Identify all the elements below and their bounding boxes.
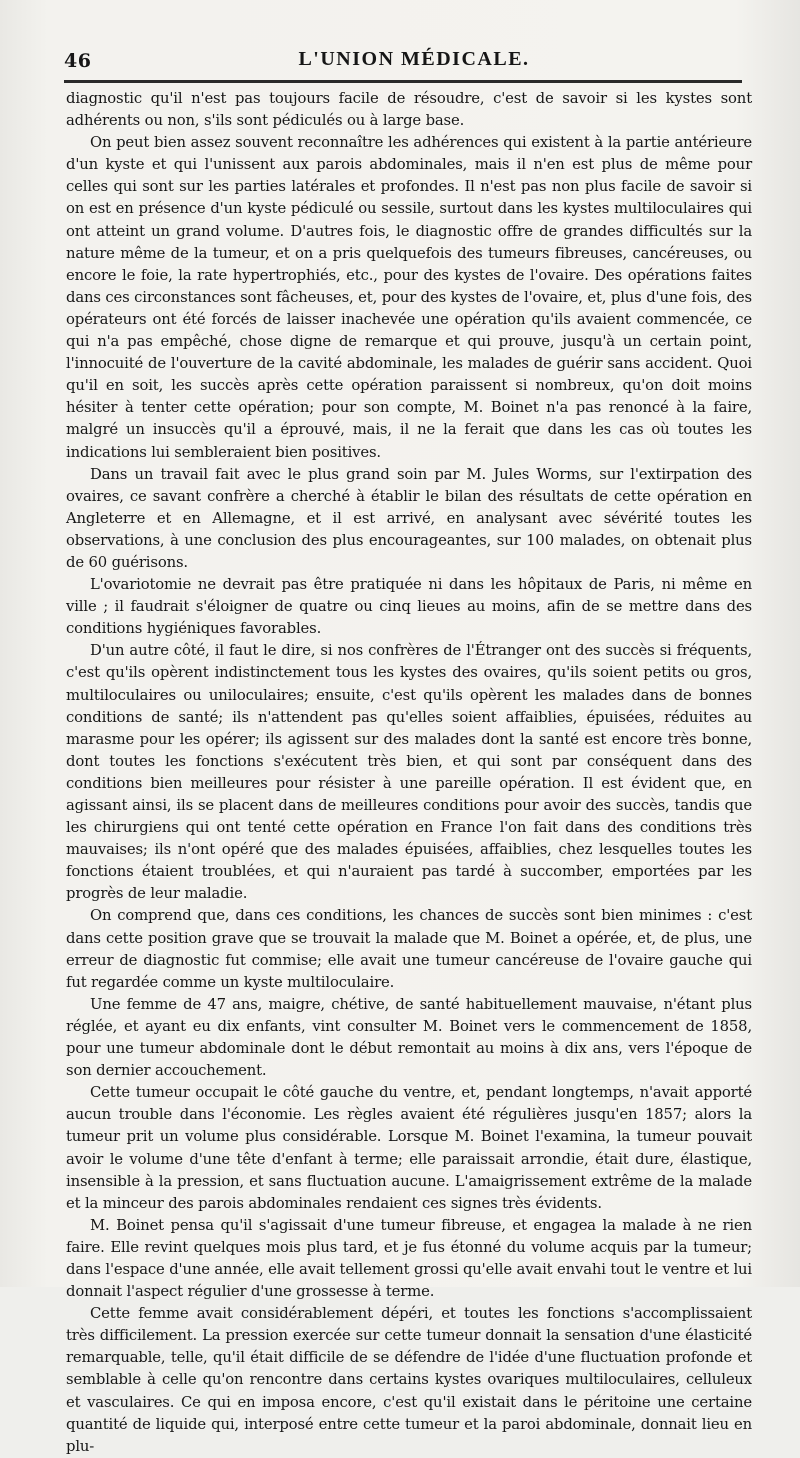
paragraph: L'ovariotomie ne devrait pas être pratiquée ni dans les hôpitaux de Paris, ni même en ville ; il faudrait s'éloigner de quatre ou cinq lieues au moins, afin de se mettre dans des conditions hygiéniques favorables.: [66, 576, 752, 638]
paragraph: M. Boinet pensa qu'il s'agissait d'une tumeur fibreuse, et engagea la malade à ne rien faire. Elle revint quelques mois plus tard, et je fus étonné du volume acquis par la tumeur; dans l'espace d'une année, elle avait tellement grossi qu'elle avait envahi tout le ventre et lui donnait l'aspect régulier d'une grossesse à terme.: [66, 1216, 752, 1301]
paragraph: Cette femme avait considérablement dépéri, et toutes les fonctions s'accomplissaient très difficilement. La pression exercée sur cette tumeur donnait la sensation d'une élasticité remarquable, telle, qu'il était difficile de se défendre de l'idée d'une fluctuation profonde et semblable à celle qu'on rencontre dans certains kystes ovariques multiloculaires, celluleux et vasculaires. Ce qui en imposa encore, c'est qu'il existait dans le péritoine une certaine quantité de liquide qui, interposé entre cette tumeur et la paroi abdominale, donnait lieu en plu-: [66, 1305, 752, 1455]
paragraph: Dans un travail fait avec le plus grand soin par M. Jules Worms, sur l'extirpation des ovaires, ce savant confrère a cherché à établir le bilan des résultats de cette opération en Angleterre et en Allemagne, et il est arrivé, en analysant avec sévérité toutes les observations, à une conclusion des plus encourageantes, sur 100 malades, on obtenait plus de 60 guérisons.: [66, 465, 752, 571]
paragraph: D'un autre côté, il faut le dire, si nos confrères de l'Étranger ont des succès si fréquents, c'est qu'ils opèrent indistinctement tous les kystes des ovaires, qu'ils soient petits ou gros, multiloculaires ou uniloculaires; ensuite, c'est qu'ils opèrent les malades dans de bonnes conditions de santé; ils n'attendent pas qu'elles soient affaiblies, épuisées, réduites au marasme pour les opérer; ils agissent sur des malades dont la santé est encore très bonne, dont toutes les fonctions s'exécutent très bien, et qui sont par conséquent dans des conditions bien meilleures pour résister à une pareille opération. Il est évident que, en agissant ainsi, ils se placent dans de meilleures conditions pour avoir des succès, tandis que les chirurgiens qui ont tenté cette opération en France l'on fait dans des conditions très mauvaises; ils n'ont opéré que des malades épuisées, affaiblies, chez lesquelles toutes les fonctions étaient troublées, et qui n'auraient pas tardé à succomber, emportées par les progrès de leur maladie.: [66, 642, 752, 903]
header-rule: [64, 80, 742, 83]
page-header: [64, 48, 764, 78]
paragraph: diagnostic qu'il n'est pas toujours facile de résoudre, c'est de savoir si les kystes sont adhérents ou non, s'ils sont pédiculés ou à large base.: [66, 90, 752, 130]
running-title: L'UNION MÉDICALE.: [298, 48, 530, 70]
paragraph: On peut bien assez souvent reconnaître les adhérences qui existent à la partie antérieure d'un kyste et qui l'unissent aux parois abdominales, mais il n'en est plus de même pour celles qui sont sur les parties latérales et profondes. Il n'est pas non plus facile de savoir si on est en présence d'un kyste pédiculé ou sessile, surtout dans les kystes multiloculaires qui ont atteint un grand volume. D'autres fois, le diagnostic offre de grandes difficultés sur la nature même de la tumeur, et on a pris quelquefois des tumeurs fibreuses, cancéreuses, ou encore le foie, la rate hypertrophiés, etc., pour des kystes de l'ovaire. Des opérations faites dans ces circonstances sont fâcheuses, et, pour des kystes de l'ovaire, et, plus d'une fois, des opérateurs ont été forcés de laisser inachevée une opération qu'ils avaient commencée, ce qui n'a pas empêché, chose digne de remarque et qui prouve, jusqu'à un certain point, l'innocuité de l'ouverture de la cavité abdominale, les malades de guérir sans accident. Quoi qu'il en soit, les succès après cette opération paraissent si nombreux, qu'on doit moins hésiter à tenter cette opération; pour son compte, M. Boinet n'a pas renoncé à la faire, malgré un insuccès qu'il a éprouvé, mais, il ne la ferait que dans les cas où toutes les indications lui sembleraient bien positives.: [66, 134, 752, 461]
paragraph: Une femme de 47 ans, maigre, chétive, de santé habituellement mauvaise, n'étant plus réglée, et ayant eu dix enfants, vint consulter M. Boinet vers le commencement de 1858, pour une tumeur abdominale dont le début remontait au moins à dix ans, vers l'époque de son dernier accouchement.: [66, 995, 752, 1080]
paragraph: On comprend que, dans ces conditions, les chances de succès sont bien minimes : c'est dans cette position grave que se trouvait la malade que M. Boinet a opérée, et, de plus, une erreur de diagnostic fut commise; elle avait une tumeur cancéreuse de l'ovaire gauche qui fut regardée comme un kyste multiloculaire.: [66, 907, 752, 991]
body-text: [66, 88, 752, 1458]
paragraph: Cette tumeur occupait le côté gauche du ventre, et, pendant longtemps, n'avait apporté aucun trouble dans l'économie. Les règles avaient été régulières jusqu'en 1857; alors la tumeur prit un volume plus considérable. Lorsque M. Boinet l'examina, la tumeur pouvait avoir le volume d'une tête d'enfant à terme; elle paraissait arrondie, était dure, élastique, insensible à la pression, et sans fluctuation aucune. L'amaigrissement extrême de la malade et la minceur des parois abdominales rendaient ces signes très évidents.: [66, 1084, 752, 1212]
page-number: 46: [64, 50, 92, 72]
